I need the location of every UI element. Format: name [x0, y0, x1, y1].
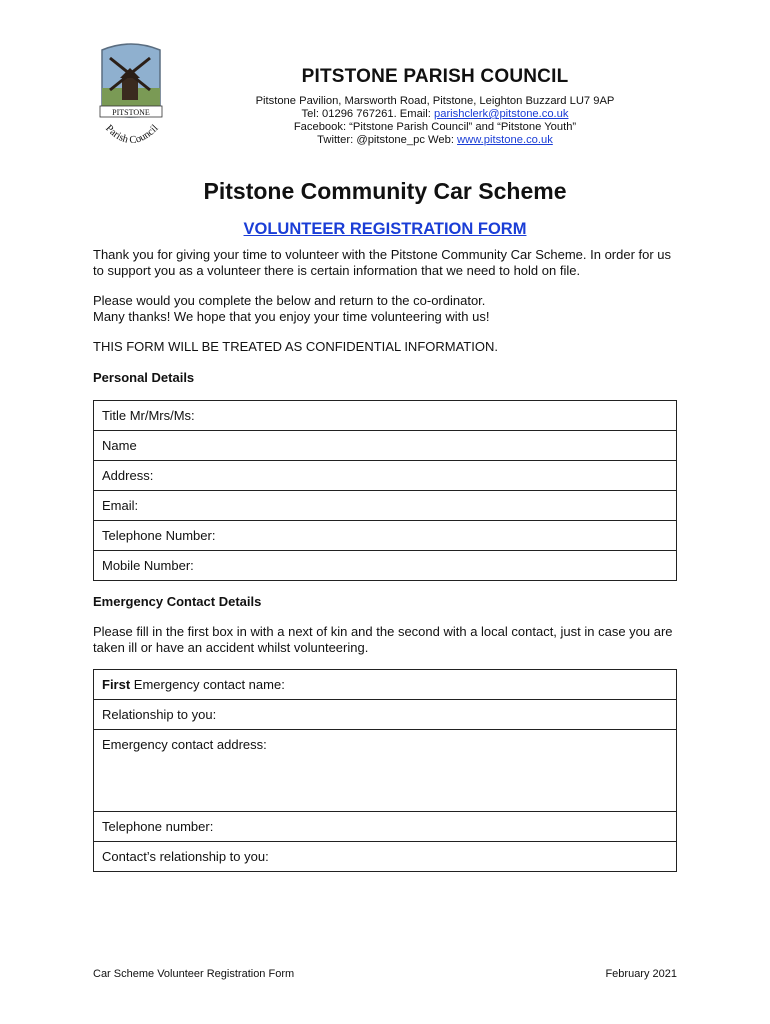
council-name: PITSTONE PARISH COUNCIL: [301, 66, 569, 87]
table-row: [94, 491, 677, 521]
facebook-line: Facebook: “Pitstone Parish Council” and “Pitstone Youth”: [293, 121, 577, 133]
footer-date: February 2021: [605, 968, 677, 980]
table-row: [94, 700, 677, 730]
relationship-field[interactable]: Relationship to you:: [94, 700, 677, 730]
parish-council-logo: [92, 40, 170, 168]
first-label: First: [102, 677, 131, 692]
logo-banner-text: PITSTONE: [112, 108, 150, 117]
tel-label: Tel: 01296 767261. Email:: [301, 108, 434, 120]
contact-relationship-field[interactable]: Contact’s relationship to you:: [94, 842, 677, 872]
table-row: [94, 461, 677, 491]
website-link[interactable]: www.pitstone.co.uk: [457, 134, 553, 146]
table-row: [94, 730, 677, 812]
first-contact-name-field[interactable]: [94, 670, 677, 700]
request-line-2: Many thanks! We hope that you enjoy your time volunteering with us!: [93, 309, 490, 324]
confidential-notice: THIS FORM WILL BE TREATED AS CONFIDENTIAL INFORMATION.: [93, 339, 498, 354]
logo-arc-text: Parish Council: [103, 122, 161, 147]
mobile-field[interactable]: Mobile Number:: [94, 551, 677, 581]
table-row: [94, 521, 677, 551]
emergency-instructions: Please fill in the first box in with a next of kin and the second with a local contact, just in case you are taken ill or have an accident whilst volunteering.: [93, 624, 673, 655]
table-row: [94, 401, 677, 431]
table-row: [94, 812, 677, 842]
email-field[interactable]: Email:: [94, 491, 677, 521]
twitter-label: Twitter: @pitstone_pc Web:: [317, 134, 458, 146]
table-row: [94, 551, 677, 581]
address-field[interactable]: Address:: [94, 461, 677, 491]
emergency-address-field[interactable]: Emergency contact address:: [94, 730, 677, 812]
council-address: Pitstone Pavilion, Marsworth Road, Pitstone, Leighton Buzzard LU7 9AP: [255, 95, 615, 107]
personal-details-heading: Personal Details: [93, 370, 195, 385]
emergency-details-heading: Emergency Contact Details: [93, 594, 262, 609]
table-row: [94, 431, 677, 461]
telephone-field[interactable]: Telephone Number:: [94, 521, 677, 551]
emergency-telephone-field[interactable]: Telephone number:: [94, 812, 677, 842]
scheme-title: Pitstone Community Car Scheme: [203, 178, 567, 204]
council-twitter-web-line: [200, 134, 670, 147]
request-paragraph: [93, 293, 683, 325]
form-title: VOLUNTEER REGISTRATION FORM: [243, 220, 527, 238]
personal-details-table: [93, 400, 677, 581]
title-field[interactable]: Title Mr/Mrs/Ms:: [94, 401, 677, 431]
council-tel-email-line: [200, 108, 670, 121]
table-row: [94, 670, 677, 700]
emergency-contact-table: [93, 669, 677, 872]
svg-text:Parish Council: [103, 123, 160, 146]
footer-document-name: Car Scheme Volunteer Registration Form: [93, 968, 295, 980]
first-contact-label: Emergency contact name:: [130, 677, 285, 692]
council-contact-info: [200, 95, 670, 147]
name-field[interactable]: Name: [94, 431, 677, 461]
request-line-1: Please would you complete the below and return to the co-ordinator.: [93, 293, 486, 308]
table-row: [94, 842, 677, 872]
email-link[interactable]: parishclerk@pitstone.co.uk: [434, 108, 569, 120]
intro-paragraph: Thank you for giving your time to volunteer with the Pitstone Community Car Scheme. In order for us to support you as a volunteer there is certain information that we need to hold on file.: [93, 247, 672, 278]
